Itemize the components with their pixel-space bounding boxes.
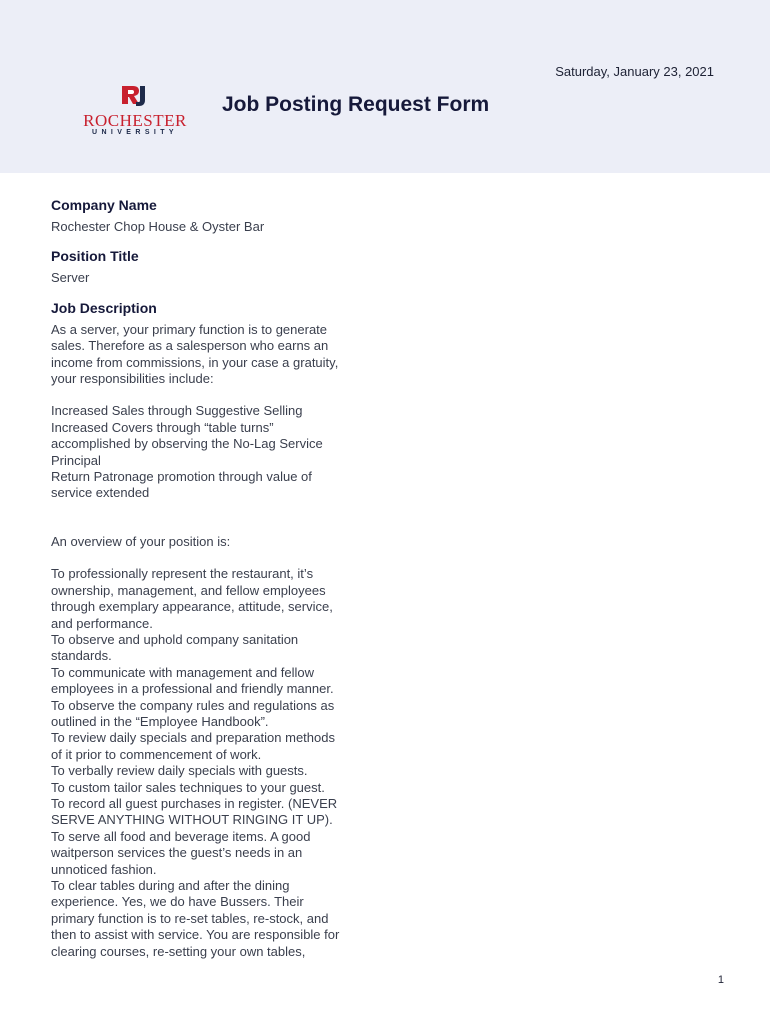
description-line: SERVE ANYTHING WITHOUT RINGING IT UP). [51, 812, 333, 828]
form-content [51, 196, 391, 960]
page-header [0, 0, 770, 173]
form-title: Job Posting Request Form [222, 93, 490, 116]
university-logo [76, 84, 194, 140]
description-line: ownership, management, and fellow employees [51, 582, 326, 598]
description-line: of it prior to commencement of work. [51, 746, 262, 762]
description-line: through exemplary appearance, attitude, service, [51, 599, 333, 615]
logo-mark-icon [120, 84, 148, 108]
description-line: To observe the company rules and regulations as [51, 697, 335, 713]
description-line: To clear tables during and after the dining [51, 878, 290, 893]
description-line: experience. Yes, we do have Bussers. Their [51, 894, 304, 910]
description-line: service extended [51, 485, 150, 501]
description-line: clearing courses, re-setting your own tables, [51, 943, 306, 959]
description-line: To review daily specials and preparation methods [51, 730, 335, 746]
company-label: Company Name [51, 197, 157, 213]
job-description-text [51, 322, 391, 960]
date-text: Saturday, January 23, 2021 [555, 64, 714, 79]
description-line: then to assist with service. You are responsible for [51, 927, 340, 943]
description-line: income from commissions, in your case a gratuity, [51, 354, 339, 370]
company-value: Rochester Chop House & Oyster Bar [51, 219, 265, 234]
overview-list [51, 566, 391, 960]
description-line: employees in a professional and friendly manner. [51, 681, 334, 697]
responsibilities-list [51, 403, 391, 501]
description-line: outlined in the “Employee Handbook”. [51, 713, 269, 729]
overview-heading: An overview of your position is: [51, 533, 231, 549]
description-line: To verbally review daily specials with guests. [51, 763, 308, 779]
description-line: primary function is to re-set tables, re-stock, and [51, 910, 329, 926]
logo-name: ROCHESTER [83, 111, 187, 130]
description-line: unnoticed fashion. [51, 861, 157, 877]
description-line: To professionally represent the restaurant, it’s [51, 566, 314, 582]
description-line: your responsibilities include: [51, 371, 214, 387]
description-line: Increased Sales through Suggestive Selling [51, 403, 303, 419]
description-line: To observe and uphold company sanitation [51, 631, 299, 647]
position-label: Position Title [51, 248, 139, 265]
description-line: standards. [51, 648, 112, 664]
description-line: and performance. [51, 615, 153, 631]
description-line: As a server, your primary function is to generate [51, 321, 328, 337]
description-line: To record all guest purchases in register. (NEVER [51, 795, 338, 811]
description-line: sales. Therefore as a salesperson who earns an [51, 338, 329, 354]
job-description-label: Job Description [51, 299, 157, 316]
description-line: To custom tailor sales techniques to your guest. [51, 779, 325, 795]
description-line: To serve all food and beverage items. A good [51, 828, 311, 844]
description-line: Return Patronage promotion through value of [51, 469, 312, 485]
logo-subtitle: UNIVERSITY [91, 129, 178, 136]
description-line: To communicate with management and fellow [51, 664, 315, 680]
description-line: waitperson services the guest’s needs in an [51, 845, 303, 861]
page-number: 1 [717, 974, 724, 986]
description-intro [51, 322, 391, 388]
description-line: accomplished by observing the No-Lag Service [51, 436, 323, 452]
description-line: Principal [51, 452, 101, 468]
position-value: Server [51, 270, 90, 286]
description-line: Increased Covers through “table turns” [51, 419, 274, 435]
